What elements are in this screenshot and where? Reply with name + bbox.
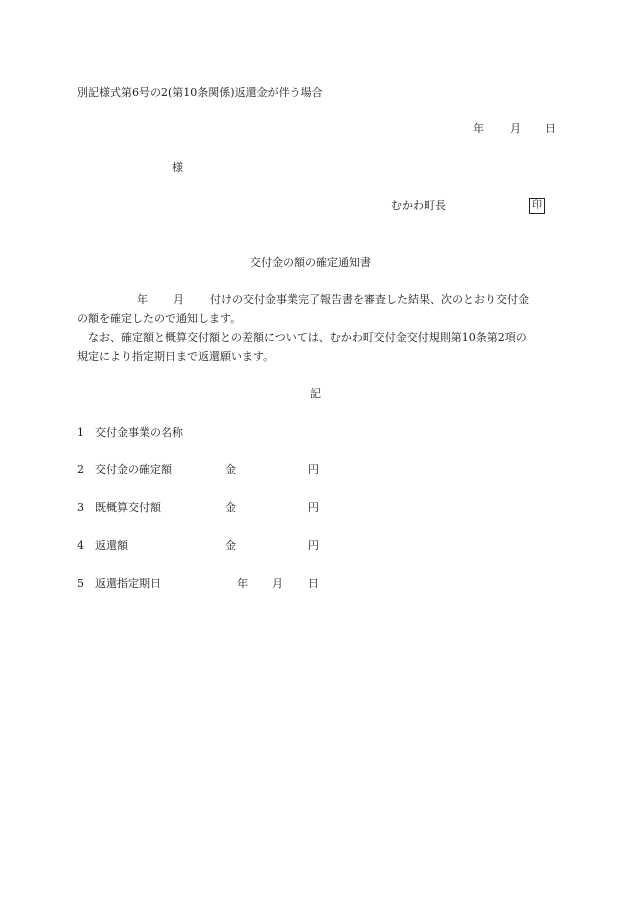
item-label: 返還額 [95, 539, 128, 552]
document-title: 交付金の額の確定通知書 [250, 256, 371, 269]
item-number: 5 [77, 577, 84, 590]
item-yen-label: 円 [308, 501, 319, 514]
item-number: 4 [77, 539, 84, 552]
item-kin-label: 金 [225, 539, 236, 552]
item-label: 交付金の確定額 [95, 463, 172, 476]
date-day-label: 日 [545, 122, 556, 135]
addressee-suffix: 様 [172, 161, 183, 174]
item-kin-label: 金 [225, 501, 236, 514]
ki-heading: 記 [310, 387, 321, 400]
seal-mark: 印 [529, 198, 545, 214]
body-year-label: 年 [137, 293, 148, 306]
date-month-label: 月 [510, 122, 521, 135]
body-line-2: の額を確定したので通知します。 [77, 312, 242, 325]
item-label: 返還指定期日 [95, 577, 161, 590]
item-label: 既概算交付額 [95, 501, 161, 514]
item-number: 3 [77, 501, 84, 514]
issuer-name: むかわ町長 [391, 199, 446, 212]
body-line-1: 付けの交付金事業完了報告書を審査した結果、次のとおり交付金 [210, 293, 529, 306]
item-month-label: 月 [272, 577, 283, 590]
item-number: 2 [77, 463, 84, 476]
item-year-label: 年 [237, 577, 248, 590]
date-year-label: 年 [473, 122, 484, 135]
form-title: 別記様式第6号の2(第10条関係)返還金が伴う場合 [77, 86, 323, 99]
item-label: 交付金事業の名称 [95, 426, 183, 439]
item-yen-label: 円 [308, 463, 319, 476]
body-line-3: なお、確定額と概算交付額との差額については、むかわ町交付金交付規則第10条第2項の [88, 331, 527, 344]
item-yen-label: 円 [308, 539, 319, 552]
item-number: 1 [77, 426, 84, 439]
item-kin-label: 金 [225, 463, 236, 476]
body-line-4: 規定により指定期日まで返還願います。 [77, 350, 275, 363]
body-month-label: 月 [173, 293, 184, 306]
item-day-label: 日 [308, 577, 319, 590]
